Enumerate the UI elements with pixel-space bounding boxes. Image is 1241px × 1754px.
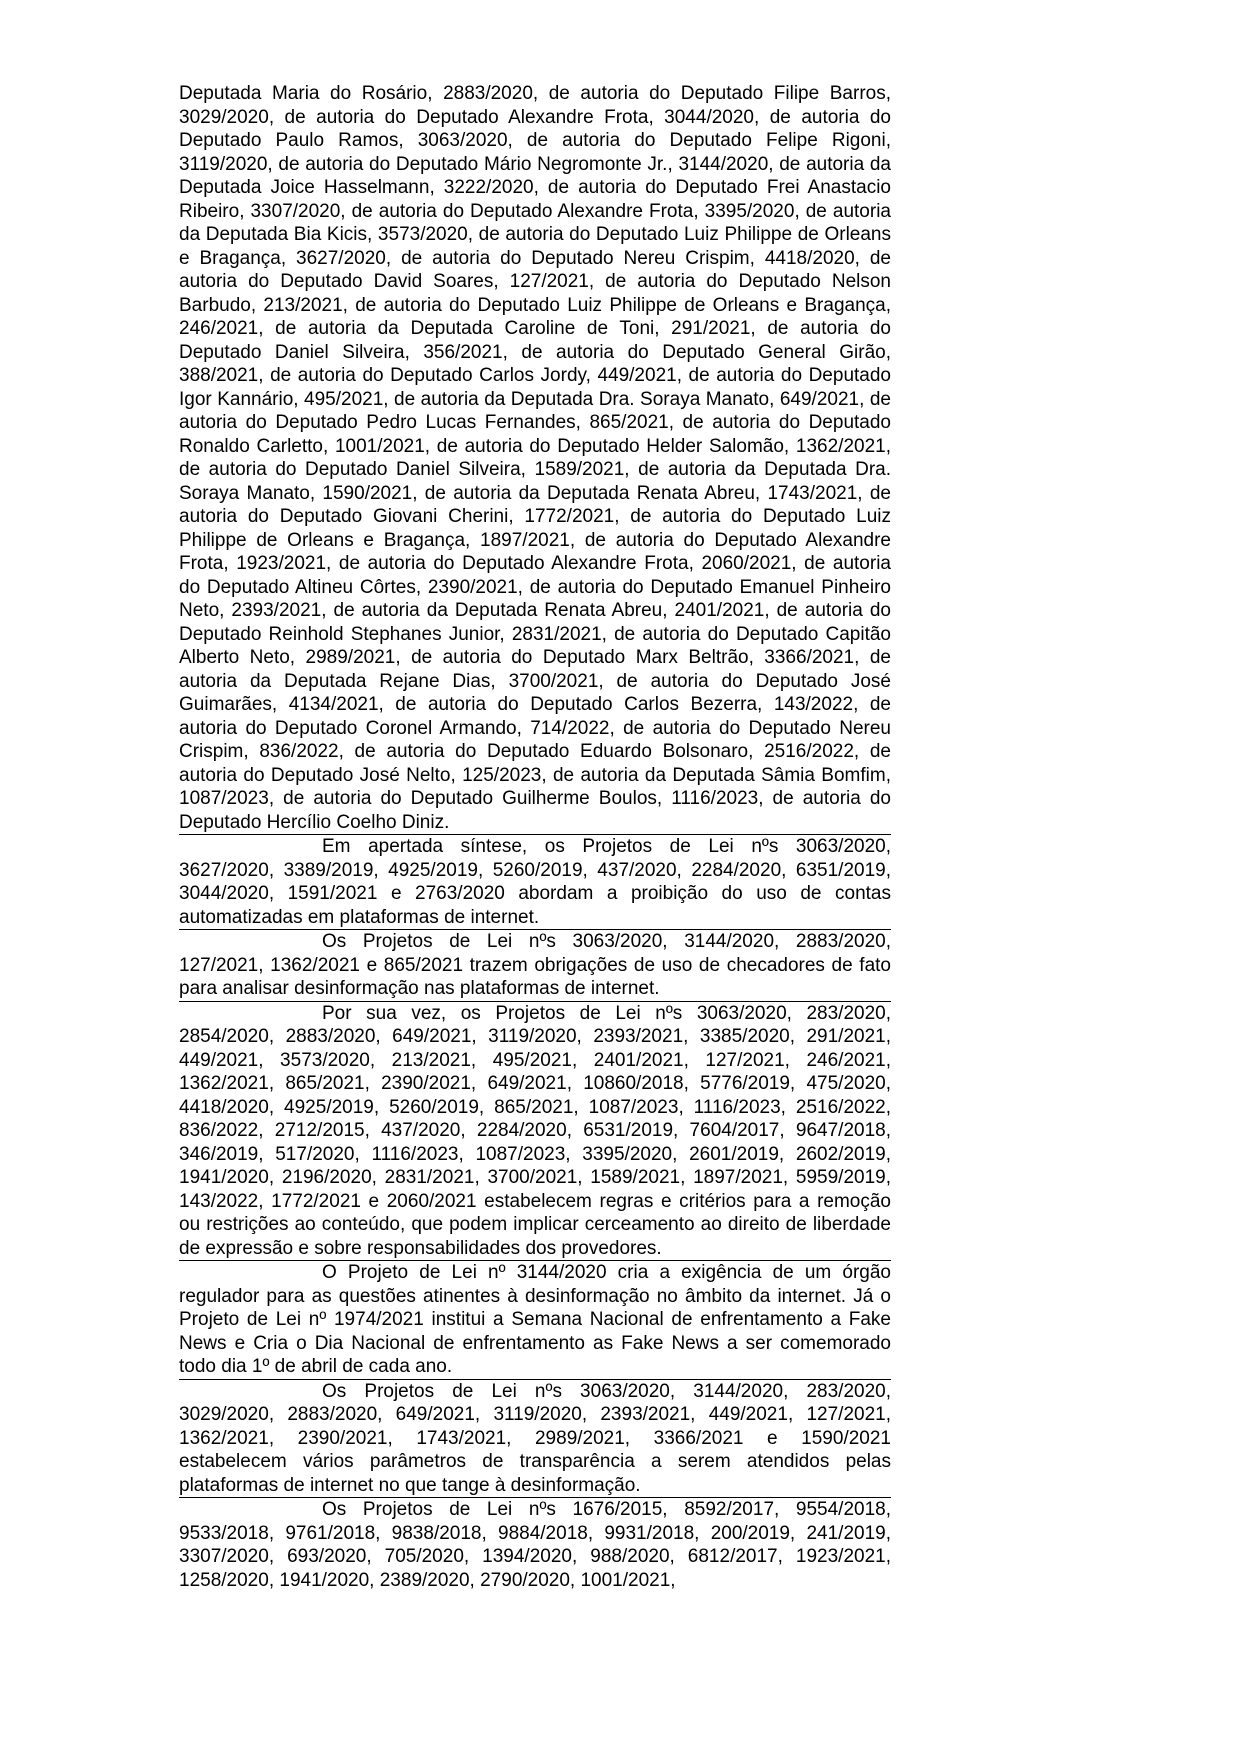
paragraph-authors-list: Deputada Maria do Rosário, 2883/2020, de autoria do Deputado Filipe Barros, 3029/2020, de autoria do Deputado Alexandre Frota, 3044/2020, de autoria do Deputado Paulo Ramos, 3063/2020, de autoria do Deputado Felipe Rigoni, 3119/2020, de autoria do Deputado Mário Negromonte Jr., 3144/2020, de autoria da Deputada Joice Hasselmann, 3222/2020, de autoria do Deputado Frei Anastacio Ribeiro, 3307/2020, de autoria do Deputado Alexandre Frota, 3395/2020, de autoria da Deputada Bia Kicis, 3573/2020, de autoria do Deputado Luiz Philippe de Orleans e Bragança, 3627/2020, de autoria do Deputado Nereu Crispim, 4418/2020, de autoria do Deputado David Soares, 127/2021, de autoria do Deputado Nelson Barbudo, 213/2021, de autoria do Deputado Luiz Philippe de Orleans e Bragança, 246/2021, de autoria da Deputada Caroline de Toni, 291/2021, de autoria do Deputado Daniel Silveira, 356/2021, de autoria do Deputado General Girão, 388/2021, de autoria do Deputado Carlos Jordy, 449/2021, de autoria do Deputado Igor Kannário, 495/2021, de autoria da Deputada Dra. Soraya Manato, 649/2021, de autoria do Deputado Pedro Lucas Fernandes, 865/2021, de autoria do Deputado Ronaldo Carletto, 1001/2021, de autoria do Deputado Helder Salomão, 1362/2021, de autoria do Deputado Daniel Silveira, 1589/2021, de autoria da Deputada Dra. Soraya Manato, 1590/2021, de autoria da Deputada Renata Abreu, 1743/2021, de autoria do Deputado Giovani Cherini, 1772/2021, de autoria do Deputado Luiz Philippe de Orleans e Bragança, 1897/2021, de autoria do Deputado Alexandre Frota, 1923/2021, de autoria do Deputado Alexandre Frota, 2060/2021, de autoria do Deputado Altineu Côrtes, 2390/2021, de autoria do Deputado Emanuel Pinheiro Neto, 2393/2021, de autoria da Deputada Renata Abreu, 2401/2021, de autoria do Deputado Reinhold Stephanes Junior, 2831/2021, de autoria do Deputado Capitão Alberto Neto, 2989/2021, de autoria do Deputado Marx Beltrão, 3366/2021, de autoria da Deputada Rejane Dias, 3700/2021, de autoria do Deputado José Guimarães, 4134/2021, de autoria do Deputado Carlos Bezerra, 143/2022, de autoria do Deputado Coronel Armando, 714/2022, de autoria do Deputado Nereu Crispim, 836/2022, de autoria do Deputado Eduardo Bolsonaro, 2516/2022, de autoria do Deputado José Nelto, 125/2023, de autoria da Deputada Sâmia Bomfim, 1087/2023, de autoria do Deputado Guilherme Boulos, 1116/2023, de autoria do Deputado Hercílio Coelho Diniz. — [179, 83, 891, 833]
paragraph-automated-accounts: Em apertada síntese, os Projetos de Lei nºs 3063/2020, 3627/2020, 3389/2019, 4925/2019, 5260/2019, 437/2020, 2284/2020, 6351/2019, 3044/2020, 1591/2021 e 2763/2020 abordam a proibição do uso de contas automatizadas em plataformas de internet. — [179, 836, 891, 928]
paragraph-fact-checkers: Os Projetos de Lei nºs 3063/2020, 3144/2020, 2883/2020, 127/2021, 1362/2021 e 865/2021 trazem obrigações de uso de checadores de fato para analisar desinformação nas plataformas de internet. — [179, 931, 891, 999]
document-body — [179, 82, 891, 1592]
paragraph-regulator: O Projeto de Lei nº 3144/2020 cria a exigência de um órgão regulador para as questões atinentes à desinformação no âmbito da internet. Já o Projeto de Lei nº 1974/2021 institui a Semana Nacional de enfrentamento a Fake News e Cria o Dia Nacional de enfrentamento as Fake News a ser comemorado todo dia 1º de abril de cada ano. — [179, 1262, 891, 1377]
paragraph-transparency: Os Projetos de Lei nºs 3063/2020, 3144/2020, 283/2020, 3029/2020, 2883/2020, 649/2021, 3119/2020, 2393/2021, 449/2021, 127/2021, 1362/2021, 2390/2021, 1743/2021, 2989/2021, 3366/2021 e 1590/2021 estabelecem vários parâmetros de transparência a serem atendidos pelas plataformas de internet no que tange à desinformação. — [179, 1380, 891, 1496]
paragraph-content-removal: Por sua vez, os Projetos de Lei nºs 3063/2020, 283/2020, 2854/2020, 2883/2020, 649/2021, 3119/2020, 2393/2021, 3385/2020, 291/2021, 449/2021, 3573/2020, 213/2021, 495/2021, 2401/2021, 127/2021, 246/2021, 1362/2021, 865/2021, 2390/2021, 649/2021, 10860/2018, 5776/2019, 475/2020, 4418/2020, 4925/2019, 5260/2019, 865/2021, 1087/2023, 1116/2023, 2516/2022, 836/2022, 2712/2015, 437/2020, 2284/2020, 6531/2019, 7604/2017, 9647/2018, 346/2019, 517/2020, 1116/2023, 1087/2023, 3395/2020, 2601/2019, 2602/2019, 1941/2020, 2196/2020, 2831/2021, 3700/2021, 1589/2021, 1897/2021, 5959/2019, 143/2022, 1772/2021 e 2060/2021 estabelecem regras e critérios para a remoção ou restrições ao conteúdo, que podem implicar cerceamento ao direito de liberdade de expressão e sobre responsabilidades dos provedores. — [179, 1002, 891, 1259]
paragraph-bill-list: Os Projetos de Lei nºs 1676/2015, 8592/2017, 9554/2018, 9533/2018, 9761/2018, 9838/2018, 9884/2018, 9931/2018, 200/2019, 241/2019, 3307/2020, 693/2020, 705/2020, 1394/2020, 988/2020, 6812/2017, 1923/2021, 1258/2020, 1941/2020, 2389/2020, 2790/2020, 1001/2021, — [179, 1499, 891, 1591]
